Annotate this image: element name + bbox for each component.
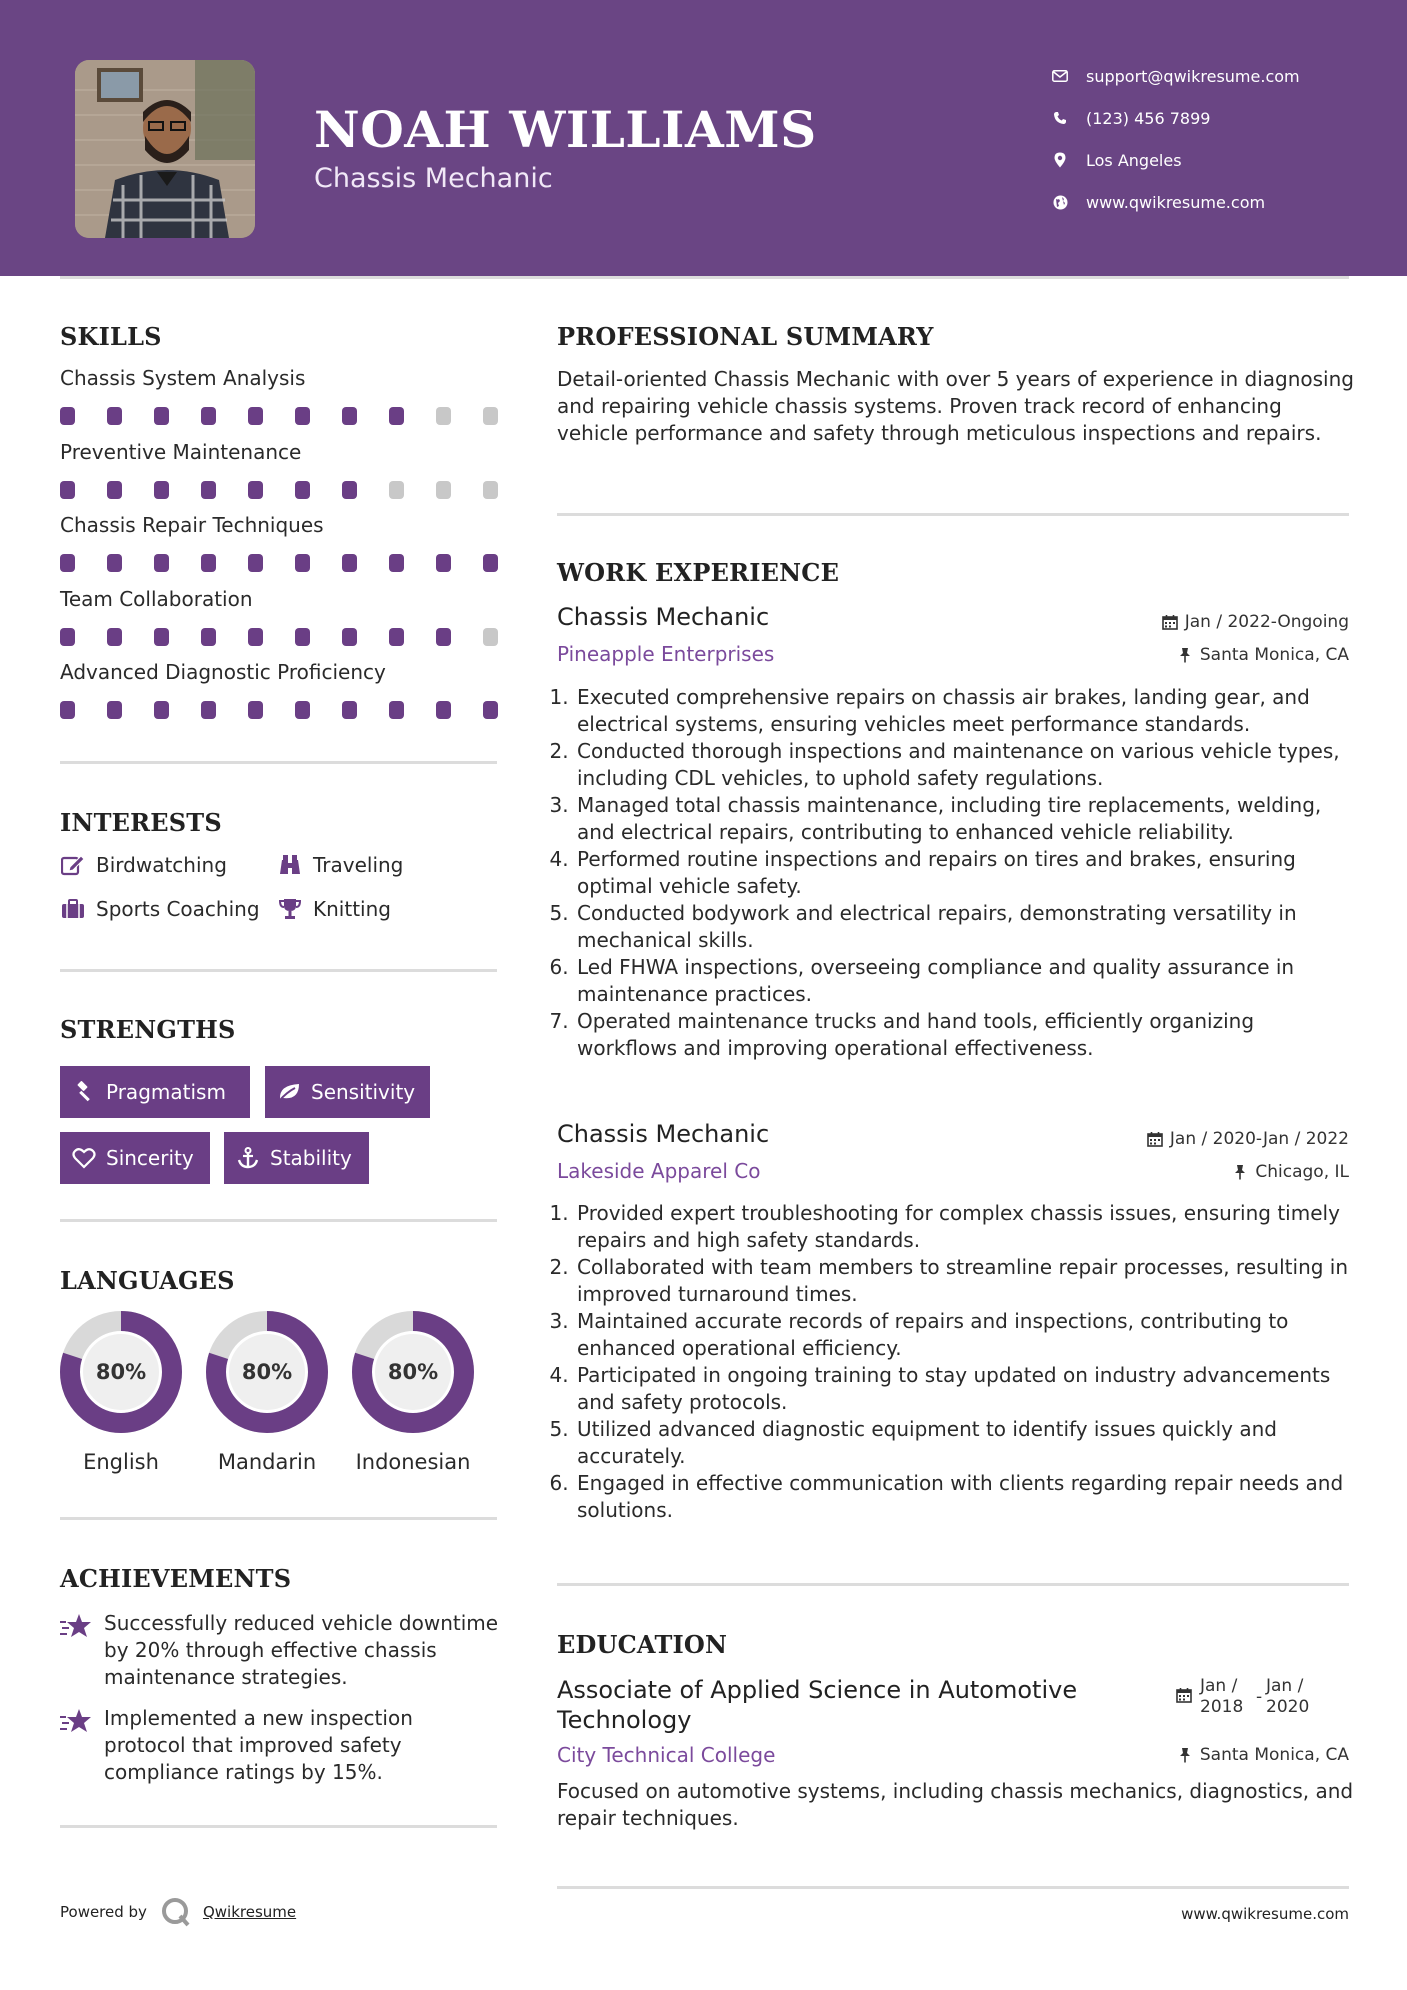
skills-divider [60,761,497,764]
skill-item [60,587,500,645]
rating-dot-filled [60,628,75,646]
rating-dot-filled [436,701,451,719]
rating-dot-filled [201,407,216,425]
rating-dot-filled [107,628,122,646]
map-pin-icon [1050,150,1070,170]
job-bullet: 1. Provided expert troubleshooting for complex chassis issues, ensuring timely repairs and high safety standards. [575,1200,1357,1254]
strength-tag [60,1066,250,1118]
education-divider [557,1886,1349,1889]
shooting-star-icon [60,1610,96,1691]
job-bullet: 6. Engaged in effective communication with clients regarding repair needs and solutions. [575,1470,1357,1524]
language-item [351,1310,475,1474]
strength-label: Pragmatism [106,1080,226,1104]
education-title: EDUCATION [557,1630,728,1659]
contact-location [1050,139,1380,181]
achievements-divider [60,1825,497,1828]
interest-label: Birdwatching [96,853,227,877]
rating-dot-filled [107,701,122,719]
rating-dot-filled [436,554,451,572]
job-bullet: 5. Utilized advanced diagnostic equipment to identify issues quickly and accurately. [575,1416,1357,1470]
job-bullet: 7. Operated maintenance trucks and hand tools, efficiently organizing workflows and improving operational effectiveness. [575,1008,1357,1062]
education-dates [1176,1676,1322,1718]
interest-item [277,897,391,921]
candidate-title: Chassis Mechanic [314,163,553,194]
shooting-star-icon [60,1705,96,1786]
interests-title: INTERESTS [60,808,222,837]
skill-rating [60,615,500,645]
strength-tag [224,1132,369,1184]
rating-dot-empty [483,407,498,425]
experience-title: WORK EXPERIENCE [557,558,840,587]
skill-item [60,366,500,424]
interest-label: Sports Coaching [96,897,260,921]
skill-name: Chassis Repair Techniques [60,513,324,537]
job-dates [1161,612,1349,632]
language-percent: 80% [241,1360,293,1384]
calendar-icon [1176,1687,1194,1708]
binoculars-icon [277,853,303,877]
header-divider [60,276,1349,279]
rating-dot-empty [483,481,498,499]
rating-dot-filled [60,407,75,425]
edit-icon [60,853,86,877]
skill-item [60,513,500,571]
language-name: Mandarin [217,1450,317,1474]
education-location [1176,1745,1349,1765]
job-dates-text: Jan / 2020-Jan / 2022 [1169,1129,1349,1149]
education-location-text: Santa Monica, CA [1199,1745,1349,1765]
job-bullets [557,1200,1357,1524]
contact-phone[interactable] [1050,97,1380,139]
footer-website[interactable]: www.qwikresume.com [1181,1905,1349,1923]
achievement-item [60,1610,500,1691]
interest-item [277,853,403,877]
rating-dot-filled [248,481,263,499]
rating-dot-filled [342,481,357,499]
job-company: Lakeside Apparel Co [557,1159,761,1183]
strength-label: Stability [270,1146,352,1170]
rating-dot-filled [154,554,169,572]
pushpin-icon [1176,646,1194,664]
rating-dot-filled [295,481,310,499]
job-location-text: Chicago, IL [1255,1162,1349,1182]
rating-dot-filled [248,628,263,646]
rating-dot-filled [295,701,310,719]
globe-icon [1050,192,1070,212]
rating-dot-filled [295,628,310,646]
language-name: Indonesian [355,1450,471,1474]
skill-rating [60,468,500,498]
contact-website-text: www.qwikresume.com [1086,192,1266,212]
rating-dot-filled [342,407,357,425]
rating-dot-filled [389,554,404,572]
rating-dot-empty [389,481,404,499]
rating-dot-filled [248,554,263,572]
rating-dot-filled [60,701,75,719]
interest-label: Traveling [313,853,404,877]
rating-dot-filled [295,407,310,425]
skill-rating [60,541,500,571]
contact-phone-text: (123) 456 7899 [1086,108,1211,128]
skill-rating [60,394,500,424]
job-bullet: 6. Led FHWA inspections, overseeing compliance and quality assurance in maintenance practices. [575,954,1357,1008]
experience-divider [557,1583,1349,1586]
rating-dot-filled [154,701,169,719]
rating-dot-filled [483,701,498,719]
rating-dot-filled [342,554,357,572]
language-percent: 80% [95,1360,147,1384]
contact-website[interactable] [1050,181,1380,223]
resume-header [0,0,1407,276]
rating-dot-filled [436,628,451,646]
brand-link[interactable]: Qwikresume [202,1903,297,1921]
anchor-icon [236,1146,260,1170]
skill-name: Preventive Maintenance [60,439,302,464]
language-ring [59,1310,183,1434]
contact-email[interactable] [1050,55,1380,97]
job-bullet: 3. Managed total chassis maintenance, including tire replacements, welding, and electrical repairs, contributing to enhanced vehicle reliability. [575,792,1357,846]
strength-tag [60,1132,210,1184]
leaf-icon [277,1080,301,1104]
rating-dot-filled [295,554,310,572]
gavel-icon [72,1080,96,1104]
summary-divider [557,513,1349,516]
heart-icon [72,1146,96,1170]
language-ring [205,1310,329,1434]
rating-dot-empty [436,481,451,499]
job-bullet: 2. Collaborated with team members to streamline repair processes, resulting in improved turnaround times. [575,1254,1357,1308]
strength-tag [265,1066,430,1118]
job-dates [1146,1129,1349,1149]
calendar-icon [1146,1130,1164,1148]
strengths-divider [60,1219,497,1222]
rating-dot-filled [107,554,122,572]
strengths-title: STRENGTHS [60,1015,236,1044]
job-bullets [557,684,1357,1062]
language-name: English [83,1450,159,1474]
skill-name: Team Collaboration [60,586,253,611]
rating-dot-filled [483,554,498,572]
phone-icon [1050,108,1070,128]
language-percent: 80% [387,1360,439,1384]
rating-dot-filled [154,407,169,425]
job-dates-text: Jan / 2022-Ongoing [1184,612,1349,632]
language-ring [351,1310,475,1434]
language-item [59,1310,183,1474]
languages-divider [60,1517,497,1520]
skill-item [60,440,500,498]
job-bullet: 1. Executed comprehensive repairs on chassis air brakes, landing gear, and electrical systems, ensuring vehicles meet performance standards. [575,684,1357,738]
rating-dot-filled [389,407,404,425]
rating-dot-empty [436,407,451,425]
date-separator: - [1256,1687,1263,1707]
education-description: Focused on automotive systems, including chassis mechanics, diagnostics, and repair techniques. [557,1779,1354,1830]
summary-text: Detail-oriented Chassis Mechanic with over 5 years of experience in diagnosing and repairing vehicle chassis systems. Proven track record of enhancing vehicle performance and safety through meticulous inspections and repairs. [557,367,1354,445]
job-role: Chassis Mechanic [557,1120,770,1148]
summary-title: PROFESSIONAL SUMMARY [557,322,934,351]
rating-dot-filled [248,407,263,425]
rating-dot-filled [389,628,404,646]
rating-dot-filled [60,481,75,499]
contact-location-text: Los Angeles [1086,150,1182,170]
skills-title: SKILLS [60,322,162,351]
rating-dot-empty [483,628,498,646]
strength-label: Sincerity [106,1146,194,1170]
achievement-text: Successfully reduced vehicle downtime by 20% through effective chassis maintenance strategies. [104,1611,499,1689]
candidate-name: NOAH WILLIAMS [314,100,817,159]
skill-name: Advanced Diagnostic Proficiency [60,660,386,684]
rating-dot-filled [107,407,122,425]
contact-list [1050,55,1380,223]
job-location [1176,645,1349,665]
job-bullet: 3. Maintained accurate records of repairs and inspections, contributing to enhanced operational efficiency. [575,1308,1357,1362]
rating-dot-filled [201,628,216,646]
job-bullet: 2. Conducted thorough inspections and maintenance on various vehicle types, including CDL vehicles, to uphold safety regulations. [575,738,1357,792]
achievements-title: ACHIEVEMENTS [60,1564,292,1593]
profile-photo [75,60,255,238]
job-bullet: 5. Conducted bodywork and electrical repairs, demonstrating versatility in mechanical skills. [575,900,1357,954]
rating-dot-filled [342,701,357,719]
language-item [205,1310,329,1474]
education-end: Jan / 2020 [1266,1676,1310,1717]
envelope-icon [1050,66,1070,86]
briefcase-icon [60,897,86,921]
rating-dot-filled [107,481,122,499]
interest-item [60,897,260,921]
contact-email-text: support@qwikresume.com [1086,66,1300,86]
powered-by-label: Powered by [60,1903,147,1921]
interest-item [60,853,227,877]
pushpin-icon [1176,1746,1194,1764]
skill-item [60,660,500,718]
skill-rating [60,688,500,718]
job-role: Chassis Mechanic [557,603,770,631]
calendar-icon [1161,613,1179,631]
rating-dot-filled [248,701,263,719]
rating-dot-filled [342,628,357,646]
rating-dot-filled [60,554,75,572]
job-bullet: 4. Participated in ongoing training to stay updated on industry advancements and safety protocols. [575,1362,1357,1416]
job-bullet: 4. Performed routine inspections and repairs on tires and brakes, ensuring optimal vehicle safety. [575,846,1357,900]
rating-dot-filled [201,481,216,499]
pushpin-icon [1231,1163,1249,1181]
job-company: Pineapple Enterprises [557,642,775,666]
education-start: Jan / 2018 [1200,1676,1244,1717]
strength-label: Sensitivity [311,1080,416,1104]
languages-title: LANGUAGES [60,1266,235,1295]
trophy-icon [277,897,303,921]
rating-dot-filled [154,481,169,499]
achievement-item [60,1705,500,1786]
skill-name: Chassis System Analysis [60,366,306,390]
rating-dot-filled [201,701,216,719]
rating-dot-filled [201,554,216,572]
achievement-text: Implemented a new inspection protocol that improved safety compliance ratings by 15%. [104,1706,413,1784]
interest-label: Knitting [313,897,391,921]
education-degree: Associate of Applied Science in Automotive Technology [557,1676,1078,1734]
education-school: City Technical College [557,1743,776,1767]
interests-divider [60,969,497,972]
footer-powered [60,1897,296,1927]
rating-dot-filled [389,701,404,719]
job-location-text: Santa Monica, CA [1199,645,1349,665]
qwikresume-logo-icon [161,1897,191,1927]
job-location [1231,1162,1349,1182]
rating-dot-filled [154,628,169,646]
